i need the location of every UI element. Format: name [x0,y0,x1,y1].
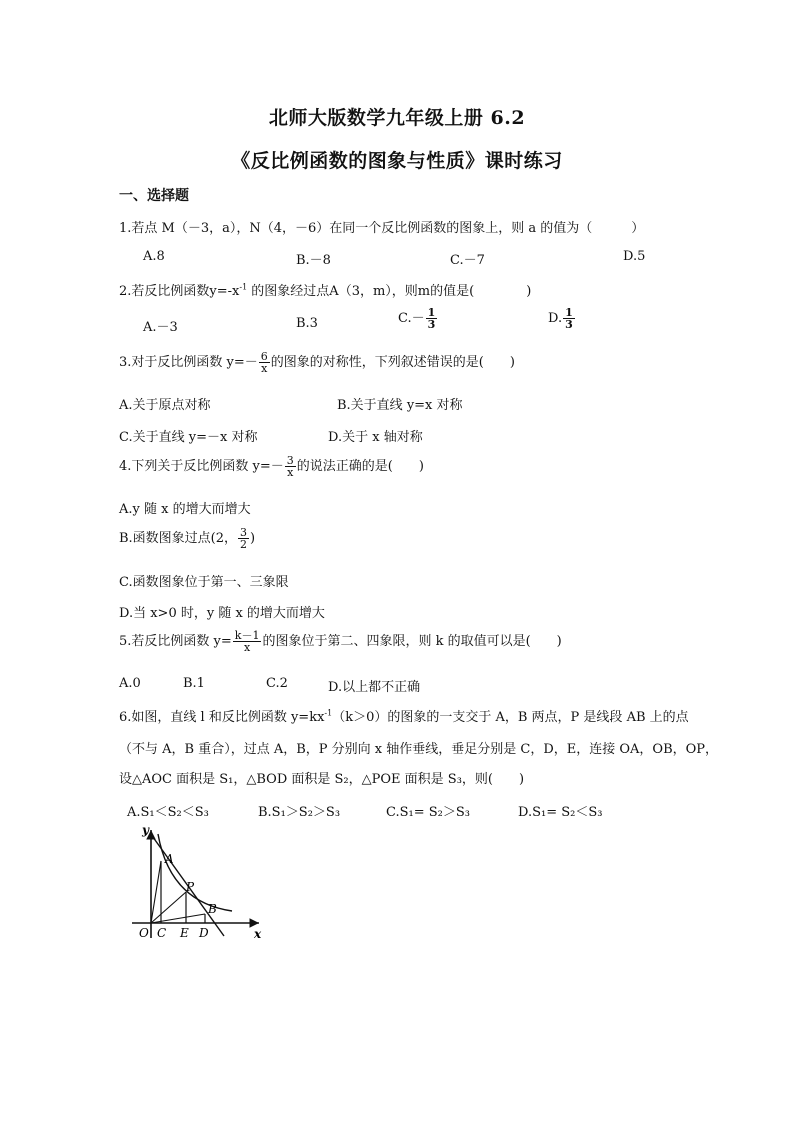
q3-option-b: B.关于直线 y=x 对称 [337,398,463,413]
q6-option-d: D.S₁= S₂＜S₃ [518,805,603,820]
q4-option-c: C.函数图象位于第一、三象限 [119,575,289,590]
geometry-figure [128,822,274,946]
fraction: $\frac{1}{3}$ [565,306,573,331]
label-x: x [254,927,262,941]
q1-option-d: D.5 [623,249,646,264]
label-o: O [139,926,149,940]
label-d: D [199,926,209,940]
q4-option-b: B.函数图象过点(2， $\frac{3}{2}$ ) [119,526,256,551]
q3-option-c: C.关于直线 y=－x 对称 [119,430,258,445]
question-3-stem: 3.对于反比例函数 y=－ $\frac{6}{x}$ 的图象的对称性，下列叙述错误的是( ) [119,350,515,375]
page-title: 北师大版数学九年级上册 6.2 [268,107,526,129]
q2-option-c: C.－ $\frac{1}{3}$ [398,306,436,331]
segment-oa [151,861,161,923]
q6-option-b: B.S₁＞S₂＞S₃ [258,805,341,820]
question-1-stem: 1.若点 M（－3，a），N（4，－6）在同一个反比例函数的图象上，则 a 的值为（ ） [119,221,645,236]
label-p: P [186,880,195,894]
page-subtitle: 《反比例函数的图象与性质》课时练习 [231,150,563,172]
q3-option-d: D.关于 x 轴对称 [328,430,423,445]
fraction: $\frac{3}{x}$ [286,454,294,479]
q1-option-c: C.－7 [450,253,485,268]
fraction: $\frac{1}{3}$ [427,306,436,331]
q5-option-c: C.2 [266,676,288,691]
question-6-line-3: 设△AOC 面积是 S₁，△BOD 面积是 S₂，△POE 面积是 S₃，则( ) [119,772,525,787]
section-heading: 一、选择题 [119,188,189,204]
question-4-stem: 4.下列关于反比例函数 y=－ $\frac{3}{x}$ 的说法正确的是( ) [119,454,424,479]
fraction: $\frac{3}{2}$ [240,526,248,551]
label-b: B [208,902,217,916]
q3-option-a: A.关于原点对称 [119,398,211,413]
q5-option-d: D.以上都不正确 [328,680,421,695]
q2-option-b: B.3 [296,316,318,331]
question-5-stem: 5.若反比例函数 y= $\frac{k-1}{x}$ 的图象位于第二、四象限，则 k 的取值可以是( ) [119,629,562,654]
q5-option-a: A.0 [119,676,141,691]
question-2-stem: 2.若反比例函数$y=-x^{-1}$ 的图象经过点A（3，m），则m的值是( ) [119,282,532,299]
q6-option-a: A.S₁＜S₂＜S₃ [127,805,209,820]
hyperbola-curve [158,834,232,911]
q2-option-d: D. $\frac{1}{3}$ [548,306,573,331]
q2-option-a: A.－3 [143,320,178,335]
question-6-line-2: （不与 A，B 重合），过点 A，B，P 分别向 x 轴作垂线，垂足分别是 C，D，E，连接 OA，OB，OP， [119,742,719,757]
label-e: E [180,926,189,940]
fraction: $\frac{k-1}{x}$ [234,629,260,654]
label-a: A [165,852,174,866]
q5-option-b: B.1 [183,676,205,691]
q4-option-a: A.y 随 x 的增大而增大 [119,502,251,517]
label-y: y [142,823,149,837]
q1-option-b: B.－8 [296,253,331,268]
question-6-line-1: 6.如图，直线 l 和反比例函数 $y=kx^{-1}(k>0)$的图象的一支交于 A，B 两点，P 是线段 AB 上的点 [119,708,689,725]
fraction: $\frac{6}{x}$ [260,350,268,375]
label-c: C [157,926,167,940]
q6-option-c: C.S₁= S₂＞S₃ [386,805,470,820]
q4-option-d: D.当 x>0 时，y 随 x 的增大而增大 [119,606,325,621]
q1-option-a: A.8 [143,249,165,264]
